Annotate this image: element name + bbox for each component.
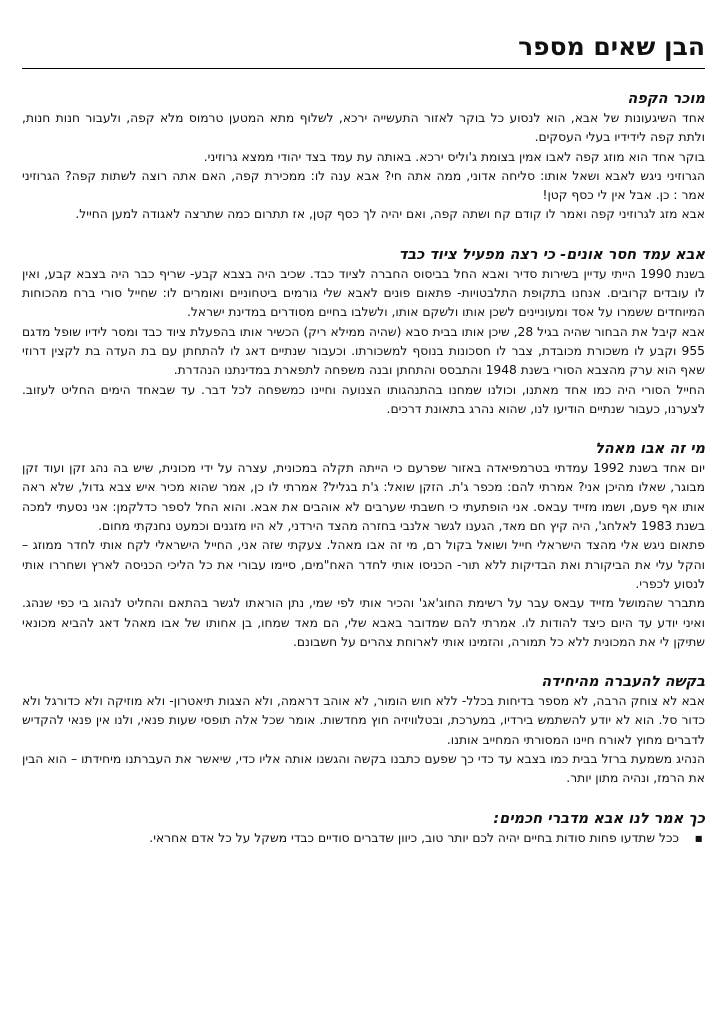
section-heading: מי זה אבו מאהל (595, 441, 705, 458)
section-abu-mahal (22, 439, 705, 652)
section-coffee-seller (22, 89, 705, 225)
paragraph: אחד השיגעונות של אבא, הוא לנסוע כל בוקר לאזור התעשייה ירכא, לשלוף מתא המטען טרמוס מלא קפה, ולעבור חנות חנות, ולתת קפה לידידיו בעלי העסקים. (22, 111, 705, 145)
paragraph: אבא קיבל את הבחור שהיה בגיל 28, שיכן אותו בבית סבא (שהיה ממילא ריק) הכשיר אותו בהפעלת ציוד כבד ומסר לידיו שופל מדגם 955 וקבע לו משכורת מכובדת, צבר לו חסכונות בנוסף למשכורתו. וכעבור שנתיים דאג לו להתחתן עם בת העדה בת לקצין דרוזי שאף הוא ערק מהצבא הסורי בשנת 1948 והתבסס והתחתן ובנה משפחה לתפארת במדינתנו הנהדרת. (22, 324, 705, 378)
section-heavy-equipment (22, 245, 705, 419)
paragraph: אבא לא צוחק הרבה, לא מספר בדיחות בכלל- ללא חוש הומור, לא אוהב דראמה, ולא הצגות תיאטרון- ולא מוזיקה ולא כדורגל ולא כדור סל. הוא לא יודע להשתמש בירדיו, במערכת, ובטלוויזיה חוץ מחדשות. אומר שכל אלה תופסי שעות פנאי, ולנו אין פנאי להקדיש לדברים מחוץ לאורח חיינו המסורתי המחייב אותנו. (22, 694, 705, 747)
paragraph: החייל הסורי היה כמו אחד מאתנו, וכולנו שמחנו בהתנהגותו הצנועה וחיינו כמשפחה לכל דבר. עד שבאחד הימים החליט לעזוב. לצערנו, כעבור שנתיים הודיעו לנו, שהוא נהרג בתאונת דרכים. (22, 382, 705, 416)
list-item-text: ככל שתדעו פחות סודות בחיים יהיה לכם יותר טוב, כיוון שדברים סודיים כבדי משקל על כל אדם אחראי. (149, 830, 679, 845)
bullet-dot-icon: ▪ (694, 830, 703, 845)
section-heading: כך אמר לנו אבא מדברי חכמים: (493, 810, 705, 827)
section-heading: מוכר הקפה (627, 91, 705, 107)
section-wise-sayings (22, 809, 705, 848)
paragraph: מתברר שהמושל מזייד עבאס עבר על רשימת החוג'אג' והכיר אותי לפי שמי, נתן הוראתו לגשר בהתאם והחליט לנהוג בי כפי שנהג. ואיני יודע עד היום כיצד להודות לו. אמרתי להם שמדובר באבא שלי, הם מאד שמחו, בן אחותו של אבו מאהל דאג להביא מכונאי שתיקן לי את המכונית ללא כל תמורה, והזמינו אותי לארוחת צהרים על חשבונם. (22, 596, 705, 649)
paragraph: הגרוזיני ניגש לאבא ושאל אותו: סליחה אדוני, ממה אתה חי? אבא ענה לו: ממכירת קפה, האם אתה רוצה לשתות קפה? הגרוזיני אמר : כן. אבל אין לי כסף קטן! (22, 168, 705, 203)
section-transfer-request (22, 672, 705, 788)
list-item (22, 829, 705, 848)
paragraph: יום אחד בשנת 1992 עמדתי בטרמפיאדה באזור שפרעם כי הייתה תקלה במכונית, עצרה על ידי מכונית, שיש בה נהג זקן ועוד זקן מבוגר, שאלו מהיכן אני? אמרתי להם: מכפר ג'ת. הזקן שואל: ג'ת בגליל? אמרתי לו כן, אמר שהוא מכיר איש צבא גדול, שלא ראה אותו אף פעם, ושמו מזייד עבאס. אני הופתעתי כי חשבתי שערבים לא אוהבים את אבא. והוא החל לספר כדלקמן: אני נסעתי למכה בשנת 1983 לאלחג', היה קיץ חם מאד, הגענו לגשר אלנבי בחזרה מהצד הירדני, לא היו מזגנים וכמעט נחנקתי מחום. (22, 461, 705, 534)
section-heading: אבא עמד חסר אונים- כי רצה מפעיל ציוד כבד (398, 246, 705, 263)
paragraph: פתאום ניגש אלי מהצד הישראלי חייל ושואל בקול רם, מי זה אבו מאהל. צעקתי שזה אני, החייל הישראלי לקח אותי לחדר ממוזג – והקל עלי את הביקורת ואת הבדיקות ללא תור- הכניסו אותי לחדר האח"מים, סיימו עבורי את כל הליכי הכניסה לארץ ושחררו אותי לנסוע לכפרי. (22, 538, 705, 591)
section-heading: בקשה להעברה מהיחידה (541, 674, 705, 691)
paragraph: בוקר אחד הוא מוזג קפה לאבו אמין בצומת ג'וליס ירכא. באותה עת עמד בצד יהודי ממצא גרוזיני. (203, 149, 705, 164)
document-page (22, 30, 705, 1020)
page-title: הבן שאים מספר (22, 30, 705, 69)
paragraph: הנהיג משמעת ברזל בבית כמו בצבא עד כדי כך שפעם כתבנו בקשה והגשנו אותה אליו כדי, שיאשר את העברתנו מיחידתו – הוא הבין את הרמז, ונהיה מתון יותר. (22, 752, 705, 786)
bullet-list (22, 829, 705, 848)
paragraph: אבא מזג לגרוזיני קפה ואמר לו קודם קח ושתה קפה, ואם יהיה לך כסף קטן, אז תתרום כמה שתרצה לאגודה למען החייל. (75, 207, 705, 222)
paragraph: בשנת 1990 הייתי עדיין בשירות סדיר ואבא החל בביסוס החברה לציוד כבד. שכיב היה בצבא קבע- שריף כבר היה בצבא קבע, ואין לו עובדים קרובים. אנחנו בתקופת התלבטויות- פתאום פונים לאבא שלי גורמים ביטחוניים ואומרים לו: שחייל סורי ברח מהכוחות המיוחדים ששמרו על אסד ומעוניינים לשכן אותו ולשקם אותו, ולשלבו בחיים מסודרים במדינת ישראל. (22, 266, 705, 320)
